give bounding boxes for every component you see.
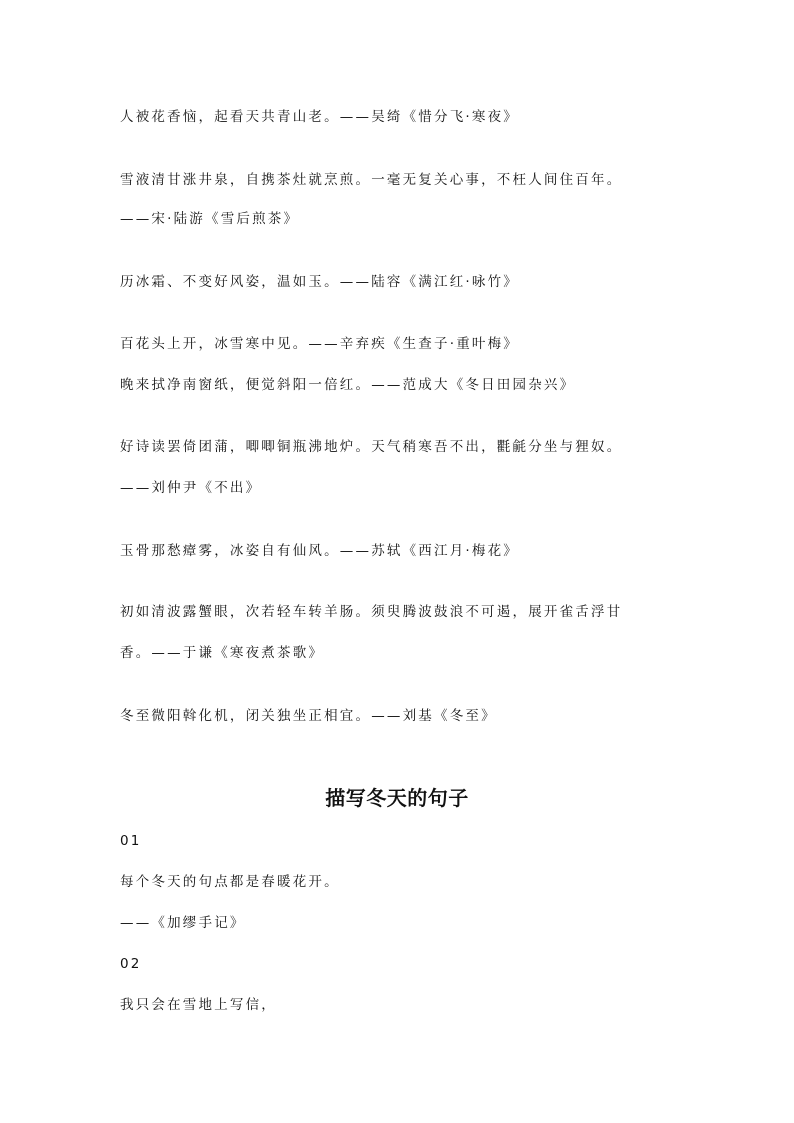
quote-line-4: 百花头上开，冰雪寒中见。——辛弃疾《生查子·重叶梅》: [120, 336, 519, 352]
item-number-2: 02: [120, 956, 142, 972]
section-heading: 描写冬天的句子: [325, 786, 469, 810]
quote-line-3: 历冰霜、不变好风姿，温如玉。——陆容《满江红·咏竹》: [120, 274, 519, 290]
quote-attribution-2: ——宋·陆游《雪后煎茶》: [120, 211, 300, 227]
item-text-2: 我只会在雪地上写信，: [120, 997, 277, 1013]
item-number-1: 01: [120, 833, 142, 849]
quote-line-7: 玉骨那愁瘴雾，冰姿自有仙风。——苏轼《西江月·梅花》: [120, 543, 519, 559]
quote-line-8: 初如清波露蟹眼，次若轻车转羊肠。须臾腾波鼓浪不可遏，展开雀舌浮甘: [120, 604, 623, 620]
quote-line-9: 冬至微阳斡化机，闭关独坐正相宜。——刘基《冬至》: [120, 708, 497, 724]
quote-line-6: 好诗读罢倚团蒲，唧唧铜瓶沸地炉。天气稍寒吾不出，氍毹分坐与狸奴。: [120, 439, 623, 455]
quote-line-8-cont: 香。——于谦《寒夜煮茶歌》: [120, 645, 325, 661]
item-text-1: 每个冬天的句点都是春暖花开。: [120, 874, 340, 890]
item-attribution-1: ——《加缪手记》: [120, 915, 246, 931]
quote-line-2: 雪液清甘涨井泉，自携茶灶就烹煎。一毫无复关心事，不枉人间住百年。: [120, 172, 623, 188]
quote-attribution-6: ——刘仲尹《不出》: [120, 480, 262, 496]
quote-line-5: 晚来拭净南窗纸，便觉斜阳一倍红。——范成大《冬日田园杂兴》: [120, 377, 576, 393]
quote-line-1: 人被花香恼，起看天共青山老。——吴绮《惜分飞·寒夜》: [120, 109, 519, 125]
